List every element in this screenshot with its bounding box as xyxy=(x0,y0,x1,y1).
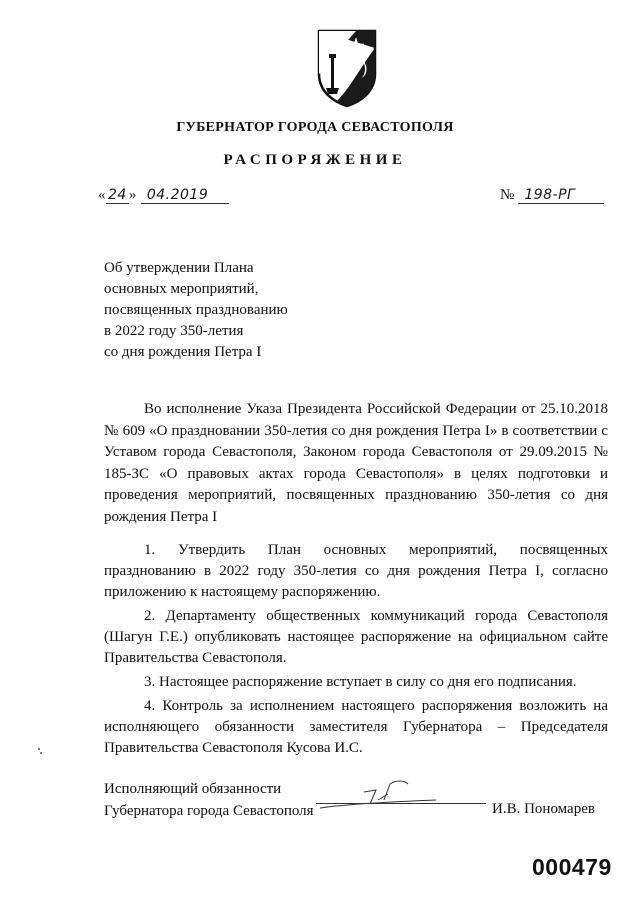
date-day: 24 xyxy=(108,187,127,203)
order-items xyxy=(104,540,608,759)
coat-of-arms-icon xyxy=(316,28,378,108)
order-item-3: 3. Настоящее распоряжение вступает в силу со дня его подписания. xyxy=(144,674,577,690)
document-subject xyxy=(104,258,424,363)
preamble-paragraph: Во исполнение Указа Президента Российской Федерации от 25.10.2018 № 609 «О праздновании 350-летия со дня рождения Петра I» в соответствии с Уставом города Севастополя, Законом города Севастополя от 29.09.2015 № 185-ЗС «О правовых актах города Севастополя» в целях подготовки и проведения мероприятий, посвященных празднованию 350-летия со дня рождения Петра I xyxy=(104,401,608,525)
position-line-2: Губернатора города Севастополя xyxy=(104,803,314,819)
order-item-2: 2. Департаменту общественных коммуникаций города Севастополя (Шагун Г.Е.) опубликовать настоящее распоряжение на официальном сайте Правительства Севастополя. xyxy=(104,608,608,666)
position-line-1: Исполняющий обязанности xyxy=(104,781,282,797)
order-item-1: 1. Утвердить План основных мероприятий, посвященных празднованию в 2022 году 350-летия со дня рождения Петра I, согласно приложению к настоящему распоряжению. xyxy=(104,542,608,600)
subject-line: посвященных празднованию xyxy=(104,302,288,318)
subject-line: Об утверждении Плана xyxy=(104,260,254,276)
date-close-quote: » xyxy=(128,187,137,203)
document-type-title: РАСПОРЯЖЕНИЕ xyxy=(223,152,407,168)
order-item-4: 4. Контроль за исполнением настоящего распоряжения возложить на исполняющего обязанности заместителя Губернатора – Председателя Правительства Севастополя Кусова И.С. xyxy=(104,698,608,756)
scan-speck xyxy=(40,752,42,754)
number-sign: № xyxy=(500,187,515,203)
signatory-name: И.В. Пономарев xyxy=(492,801,595,817)
date-open-quote: « xyxy=(98,187,106,203)
scan-speck xyxy=(38,748,40,750)
subject-line: в 2022 году 350-летия xyxy=(104,323,244,339)
document-date xyxy=(98,186,234,208)
signatory-position xyxy=(104,778,314,822)
date-month-year: 04.2019 xyxy=(141,187,229,204)
issuing-authority: ГУБЕРНАТОР ГОРОДА СЕВАСТОПОЛЯ xyxy=(176,120,454,135)
subject-line: со дня рождения Петра I xyxy=(104,344,262,360)
number-value: 198-РГ xyxy=(518,187,604,204)
handwritten-signature xyxy=(318,774,438,814)
document-number xyxy=(500,186,612,208)
subject-line: основных мероприятий, xyxy=(104,281,259,297)
serial-number: 000479 xyxy=(532,854,612,880)
